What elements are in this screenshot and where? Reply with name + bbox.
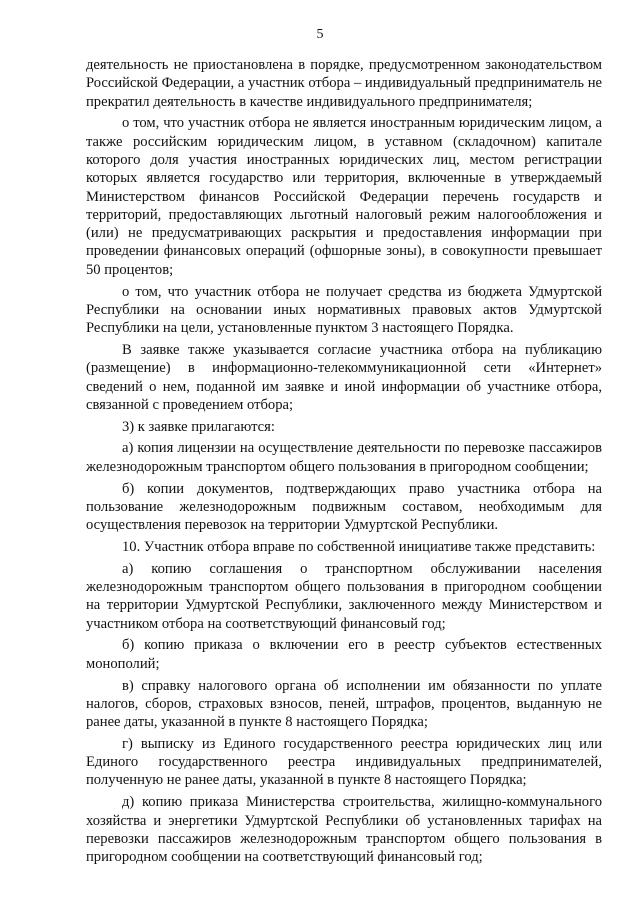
paragraph-tariff-order: д) копию приказа Министерства строительства, жилищно-коммунального хозяйства и энергетики Удмуртской Республики об установленных тарифах на перевозки пассажиров железнодорожным транспортом общего пользования в пригородном сообщении на соответствующий финансовый год; <box>86 794 602 866</box>
paragraph-no-other-budget-funds: о том, что участник отбора не получает средства из бюджета Удмуртской Республики на основании иных нормативных правовых актов Удмуртской Республики на цели, установленные пунктом 3 настоящего Порядка. <box>86 283 602 337</box>
paragraph-publication-consent: В заявке также указывается согласие участника отбора на публикацию (размещение) в информационно-телекоммуникационной сети «Интернет» сведений о нем, поданной им заявке и иной информации об участнике отбора, связанной с проведением отбора; <box>86 341 602 413</box>
paragraph-transport-agreement: а) копию соглашения о транспортном обслуживании населения железнодорожным транспортом общего пользования в пригородном сообщении на территории Удмуртской Республики, заключенного между Министерством и участником отбора на соответствующий финансовый год; <box>86 560 602 632</box>
paragraph-registry-extract: г) выписку из Единого государственного реестра юридических лиц или Единого государственного реестра индивидуальных предпринимателей, полученную не ранее даты, указанной в пункте 8 настоящего Порядка; <box>86 735 602 789</box>
paragraph-not-foreign-entity: о том, что участник отбора не является иностранным юридическим лицом, а также российским юридическим лицом, в уставном (складочном) капитале которого доля участия иностранных юридических лиц, местом регистрации которых является государство или территория, включенные в утверждаемый Министерством финансов Российской Федерации перечень государств и территорий, предоставляющих льготный налоговый режим налогообложения и (или) не предусматривающих раскрытия и предоставления информации при проведении финансовых операций (офшорные зоны), в совокупности превышает 50 процентов; <box>86 115 602 278</box>
paragraph-monopoly-registry-order: б) копию приказа о включении его в реестр субъектов естественных монополий; <box>86 637 602 672</box>
page-number: 5 <box>316 27 324 42</box>
paragraph-license-copy: а) копия лицензии на осуществление деятельности по перевозке пассажиров железнодорожным транспортом общего пользования в пригородном сообщении; <box>86 440 602 475</box>
paragraph-activity-not-suspended: деятельность не приостановлена в порядке, предусмотренном законодательством Российской Федерации, а участник отбора – индивидуальный предприниматель не прекратил деятельность в качестве индивидуального предпринимателя; <box>86 57 602 110</box>
paragraph-rolling-stock-documents: б) копии документов, подтверждающих право участника отбора на пользование железнодорожным подвижным составом, необходимым для осуществления перевозок на территории Удмуртской Республики. <box>86 480 602 534</box>
paragraph-section-10: 10. Участник отбора вправе по собственной инициативе также представить: <box>122 538 596 555</box>
paragraph-tax-certificate: в) справку налогового органа об исполнении им обязанности по уплате налогов, сборов, страховых взносов, пеней, штрафов, процентов, выданную не ранее даты, указанной в пункте 8 настоящего Порядка; <box>86 677 602 731</box>
document-body <box>86 56 602 870</box>
paragraph-attachments-heading: 3) к заявке прилагаются: <box>122 418 275 435</box>
